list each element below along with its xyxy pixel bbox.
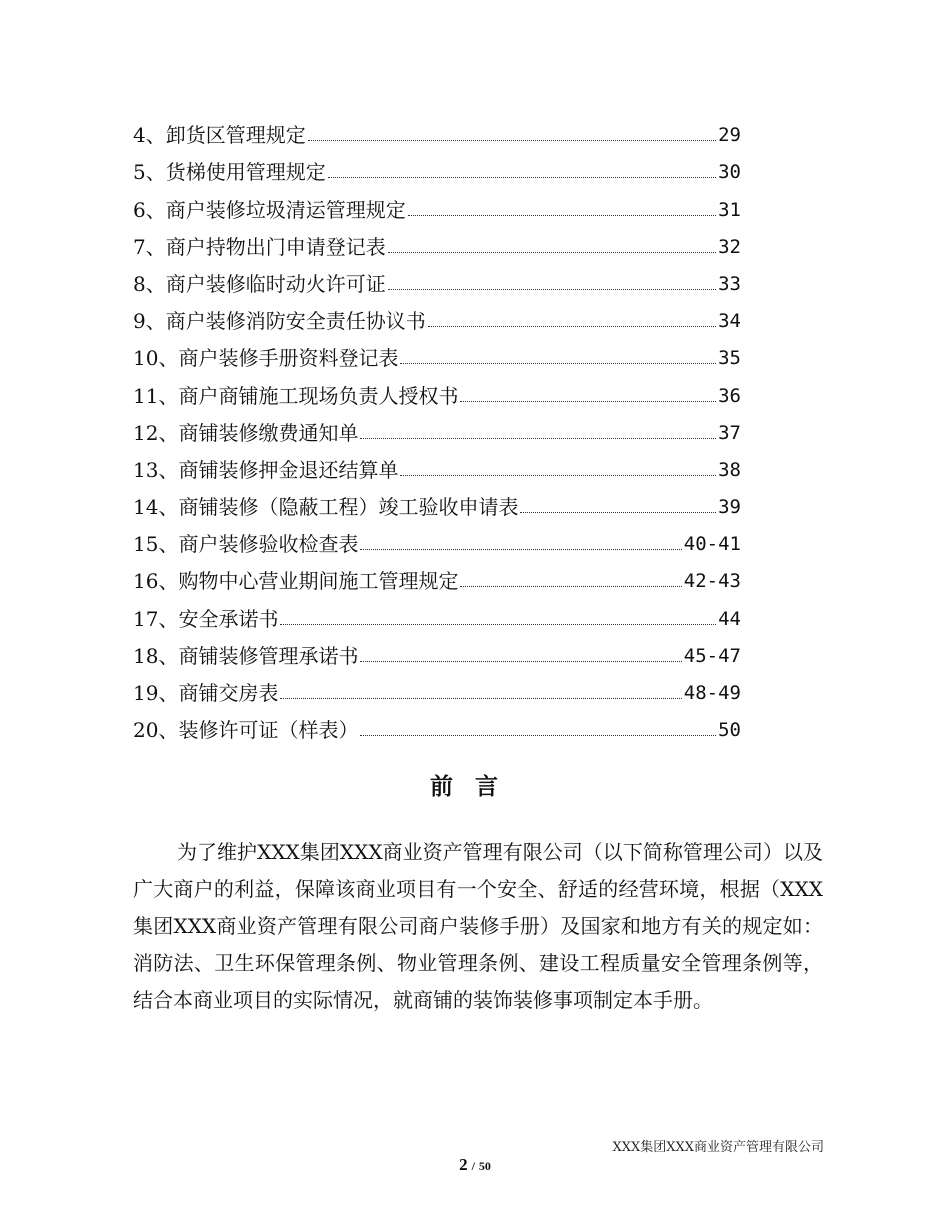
toc-dot-leader [408, 215, 716, 216]
toc-dot-leader [520, 512, 716, 513]
toc-entry [133, 521, 741, 558]
toc-entry-title: 16、购物中心营业期间施工管理规定 [133, 569, 459, 594]
toc-dot-leader [308, 140, 716, 141]
toc-entry-page: 34 [718, 310, 741, 333]
toc-entry [133, 149, 741, 186]
toc-entry [133, 261, 741, 298]
toc-entry [133, 410, 741, 447]
toc-entry [133, 447, 741, 484]
toc-dot-leader [400, 363, 716, 364]
toc-entry-page: 40-41 [683, 533, 741, 556]
toc-entry-page: 31 [718, 198, 741, 221]
toc-entry-title: 7、商户持物出门申请登记表 [133, 234, 386, 259]
toc-entry [133, 484, 741, 521]
toc-dot-leader [388, 289, 716, 290]
toc-dot-leader [328, 177, 716, 178]
toc-entry [133, 298, 741, 335]
page-total: 50 [478, 1159, 491, 1173]
toc-entry-page: 30 [718, 161, 741, 184]
toc-entry-page: 39 [718, 496, 741, 519]
toc-entry-title: 11、商户商铺施工现场负责人授权书 [133, 383, 459, 408]
toc-entry-title: 4、卸货区管理规定 [133, 123, 306, 148]
toc-entry-page: 35 [718, 347, 741, 370]
toc-entry-page: 33 [718, 272, 741, 295]
toc-entry-title: 13、商铺装修押金退还结算单 [133, 457, 399, 482]
toc-entry-title: 17、安全承诺书 [133, 606, 279, 631]
toc-entry-title: 14、商铺装修（隐蔽工程）竣工验收申请表 [133, 495, 519, 520]
toc-entry-title: 20、装修许可证（样表） [133, 718, 359, 743]
toc-dot-leader [360, 661, 681, 662]
toc-dot-leader [360, 735, 716, 736]
toc-entry-page: 32 [718, 235, 741, 258]
toc-entry-title: 12、商铺装修缴费通知单 [133, 420, 359, 445]
toc-entry-title: 8、商户装修临时动火许可证 [133, 271, 386, 296]
toc-entry [133, 112, 741, 149]
toc-entry-page: 37 [718, 421, 741, 444]
toc-entry-title: 15、商户装修验收检查表 [133, 532, 359, 557]
toc-entry [133, 670, 741, 707]
toc-entry [133, 372, 741, 409]
preface-heading: 前言 [430, 774, 520, 800]
toc-dot-leader [280, 698, 681, 699]
page-number [0, 1155, 950, 1175]
toc-dot-leader [360, 438, 716, 439]
toc-dot-leader [428, 326, 716, 327]
toc-entry-page: 29 [718, 124, 741, 147]
toc-entry [133, 335, 741, 372]
toc-entry-page: 48-49 [683, 682, 741, 704]
toc-entry [133, 186, 741, 223]
toc-dot-leader [280, 624, 716, 625]
toc-entry-title: 19、商铺交房表 [133, 681, 279, 705]
toc-dot-leader [460, 586, 681, 587]
toc-entry-page: 38 [718, 458, 741, 481]
toc-entry-title: 10、商户装修手册资料登记表 [133, 346, 399, 371]
toc-entry [133, 558, 741, 595]
toc-entry-page: 36 [718, 384, 741, 407]
page-current: 2 [459, 1155, 468, 1174]
toc-entry-page: 44 [718, 607, 741, 630]
toc-dot-leader [400, 475, 716, 476]
toc-entry [133, 633, 741, 670]
toc-entry [133, 707, 741, 744]
toc-entry-page: 42-43 [683, 570, 741, 593]
toc-dot-leader [360, 549, 681, 550]
toc-dot-leader [388, 252, 716, 253]
toc-entry-page: 45-47 [683, 644, 741, 667]
toc-entry-page: 50 [718, 719, 741, 742]
toc-entry-title: 6、商户装修垃圾清运管理规定 [133, 197, 406, 222]
toc-dot-leader [460, 401, 716, 402]
toc-entry-title: 18、商铺装修管理承诺书 [133, 643, 359, 668]
toc-entry-title: 5、货梯使用管理规定 [133, 160, 326, 185]
page-separator: / [471, 1159, 475, 1173]
preface-body: 为了维护XXX集团XXX商业资产管理有限公司（以下简称管理公司）以及广大商户的利益，保障该商业项目有一个安全、舒适的经营环境，根据（XXX集团XXX商业资产管理有限公司商户装修手册）及国家和地方有关的规定如：消防法、卫生环保管理条例、物业管理条例、建设工程质量安全管理条例等，结合本商业项目的实际情况，就商铺的装饰装修事项制定本手册。 [133, 840, 823, 1012]
toc-entry [133, 595, 741, 632]
toc-entry [133, 224, 741, 261]
table-of-contents [133, 112, 741, 744]
toc-entry-title: 9、商户装修消防安全责任协议书 [133, 309, 426, 334]
footer-company-name: XXX集团XXX商业资产管理有限公司 [612, 1140, 824, 1155]
